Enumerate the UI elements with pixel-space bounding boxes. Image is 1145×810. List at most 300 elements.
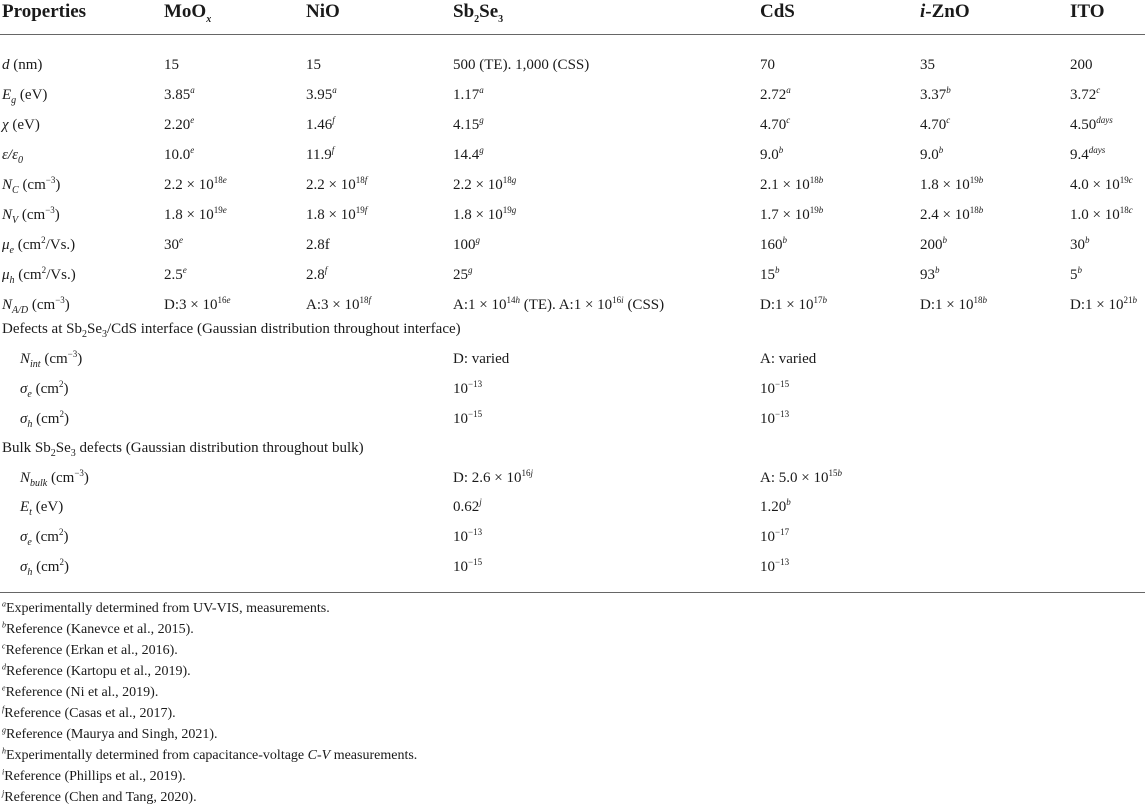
value-ref-mark: b [1132,295,1137,305]
value-text: 93 [920,267,935,283]
value-exponent: 17 [813,295,823,305]
property-unit-tail: ) [64,297,70,313]
property-unit: (cm [14,267,42,283]
value-nio [306,200,367,230]
value-ref [223,205,227,215]
value-izno [920,200,983,230]
value-sb2se3 [453,80,484,110]
table-row [0,463,1145,493]
section-title [0,314,1145,344]
footnote [2,682,158,704]
value-text: 2.8 [306,267,325,283]
value-ito [1070,230,1090,260]
footnote-text: Reference (Ni et al., 2019). [5,685,159,700]
value-text: 2.2 × 10 [306,177,356,193]
property-subscript-text: A/D [12,305,29,316]
value-moox [164,140,194,170]
value-text: 10.0 [164,147,191,163]
value-ref-mark: f [324,265,328,275]
value-exponent: 18 [973,295,983,305]
value-exponent: −13 [468,379,483,389]
value-ref-mark: b [938,145,944,155]
value-ref-mark: b [837,468,842,478]
value-text: 1.7 × 10 [760,207,810,223]
value-exponent-extra: 16 [612,295,622,305]
property-subscript-text: e [9,245,14,256]
value-text: 1.8 × 10 [306,207,356,223]
value-cds [760,170,823,200]
header-ito: ITO [1070,1,1105,22]
property-label [20,522,68,552]
value-sb2se3 [453,200,516,230]
footnote-text: Experimentally determined from UV-VIS, measurements. [6,601,330,616]
value-ref [190,85,195,95]
footnote [2,598,330,620]
property-label [2,50,42,80]
value-ref [946,115,950,125]
value-ref-mark: b [775,265,780,275]
property-unit-exp: −3 [45,205,55,215]
value-ref [332,145,335,155]
section-title-b: Se [86,321,102,337]
value-ref [190,115,194,125]
property-unit: (cm [32,411,60,427]
value-exponent: 18 [213,175,223,185]
header-sb2se3-a: Sb [453,1,475,22]
value-ref [468,265,473,275]
value-exponent: −17 [775,527,790,537]
table-row [0,404,1145,434]
value-text: 3.72 [1070,87,1097,103]
header-moox-sub: x [206,13,212,25]
header-izno-rest: -ZnO [925,1,970,22]
property-symbol: N [2,297,13,313]
property-label [2,170,60,200]
value-text: 500 (TE). 1,000 (CSS) [453,57,590,73]
property-unit-exp: 2 [58,379,64,389]
value-ref-mark: g [479,145,484,155]
value-text: 30 [1070,237,1085,253]
value-ito [1070,80,1100,110]
property-unit-tail: ) [63,529,69,545]
property-unit-tail: ) [83,470,89,486]
footnote-mark-text: d [2,662,6,672]
value-ref-mark: c [946,115,951,125]
value-izno [920,140,943,170]
value-ref [179,235,183,245]
value-text: 2.8f [306,237,330,253]
section-title-text [2,433,364,463]
table-row [0,230,1145,260]
value-ref-mark: f [364,175,368,185]
value-ref [786,115,790,125]
property-unit-exp: −3 [45,175,56,185]
value-text: 10 [453,411,468,427]
property-unit: (cm [28,297,56,313]
value-moox [164,80,195,110]
value-cds [760,404,789,434]
footnote-text-tail: measurements. [330,748,418,763]
value-ref [939,145,944,155]
footnote [2,619,194,641]
property-unit-exp: −3 [67,349,78,359]
property-unit-tail: /Vs.) [46,267,76,283]
property-subscript-text: bulk [30,478,48,489]
value-ref-mark: c [1128,175,1133,185]
value-text: 15 [306,57,321,73]
property-unit-exp: 2 [59,557,64,567]
value-ref-mark: g [468,265,473,275]
property-unit-tail: /Vs.) [45,237,76,253]
footnote-mark-text: a [2,599,6,609]
value-nio [306,80,337,110]
property-unit-tail: ) [63,411,69,427]
value-exponent: 18 [355,175,365,185]
property-unit-exp: −3 [74,468,84,478]
value-ref [819,175,824,185]
value-text: 70 [760,57,775,73]
header-izno-prefix: i [920,1,926,22]
value-ref [822,295,827,305]
value-ref-mark: days [1096,115,1113,125]
value-ref-mark: b [942,235,947,245]
value-ito [1070,170,1133,200]
value-text: 3.95 [306,87,333,103]
value-izno [920,170,983,200]
property-unit-exp: 2 [41,235,46,245]
footnote-mark-text: h [2,746,6,756]
table-row [0,110,1145,140]
value-text: 4.50 [1070,117,1097,133]
property-label [20,374,68,404]
property-symbol: E [20,499,30,515]
value-ref-mark: b [786,497,791,507]
value-cds [760,110,790,140]
value-ref-mark: j [479,497,482,507]
value-text: 1.20 [760,499,787,515]
property-symbol: σ [20,381,28,397]
value-ref-mark: g [511,175,517,185]
value-ref-mark: c [786,115,791,125]
value-moox [164,170,227,200]
value-izno [920,80,951,110]
property-unit-tail: ) [63,559,69,575]
table-row [0,552,1145,582]
section-title-s2: 3 [70,448,76,459]
value-text: 2.2 × 10 [453,177,503,193]
value-text: 2.20 [164,117,191,133]
value-text: 35 [920,57,935,73]
value-sb2se3 [453,230,480,260]
property-subscript-text: C [12,185,19,196]
value-text: 10 [760,381,775,397]
property-unit: (cm [47,470,75,486]
value-text-tail: (CSS) [623,297,665,313]
value-exponent: 14 [506,295,516,305]
value-ref-mark: c [1128,205,1133,215]
value-ref [979,205,984,215]
value-text: A: 5.0 × 10 [760,470,829,486]
property-subscript-text: h [27,567,33,578]
property-unit-tail: ) [77,351,83,367]
value-ito [1070,110,1113,140]
footnote-mark-text: e [2,683,6,693]
value-text: 0.62 [453,499,480,515]
value-text: 1.46 [306,117,333,133]
value-moox [164,110,194,140]
footnote-mark-text: f [2,704,5,714]
table-row [0,50,1145,80]
value-exponent: 19 [355,205,365,215]
property-label [20,463,89,493]
value-moox [164,200,227,230]
property-symbol: σ [20,411,28,427]
value-ref-mark: e [222,205,227,215]
value-ref [332,115,335,125]
section-title-a: Bulk Sb [2,440,51,456]
value-izno [920,230,947,260]
property-subscript-text: h [27,419,33,430]
section-title-b: Se [55,440,71,456]
header-sb2se3-s2: 3 [498,13,504,25]
value-nio [306,110,335,140]
value-cds [760,492,791,522]
value-ref [479,85,484,95]
footnote-mark-text: c [2,641,6,651]
value-cds [760,260,780,290]
table-row [0,260,1145,290]
value-ref [775,265,780,275]
value-text: 5 [1070,267,1078,283]
value-exponent: 16 [217,295,227,305]
property-unit: (cm [31,529,59,545]
value-ref [979,175,984,185]
value-exponent: 16 [521,468,531,478]
property-symbol: N [2,207,13,223]
value-ref-mark: days [1088,145,1106,155]
property-unit: (cm [40,351,68,367]
property-unit-tail: ) [55,177,61,193]
value-ref-mark: f [364,205,368,215]
property-subscript-text: e [27,537,32,548]
section-title [0,433,1145,463]
property-symbol: N [20,351,31,367]
property-label [2,230,75,260]
header-moox-base: MoO [164,1,207,22]
footnote-text: Reference (Phillips et al., 2019). [4,769,186,784]
property-subscript-text: t [29,507,32,518]
value-ref [530,468,533,478]
value-ito [1070,260,1082,290]
value-ref [365,175,368,185]
value-exponent: −15 [775,379,790,389]
value-exponent: 19 [809,205,819,215]
value-exponent: 19 [502,205,512,215]
value-text: 3.37 [920,87,947,103]
section-title-text [2,314,461,344]
value-text: 200 [920,237,943,253]
table-row [0,140,1145,170]
value-cds [760,230,787,260]
property-unit: (cm [31,381,59,397]
property-symbol: d [2,57,10,73]
value-ref-mark: f [332,115,335,125]
property-symbol: N [2,177,13,193]
value-text: 1.8 × 10 [920,177,970,193]
footnote [2,766,186,788]
value-ito [1070,50,1093,80]
property-subscript [18,155,23,166]
header-properties: Properties [2,1,87,22]
value-ref-mark: b [818,205,824,215]
value-ref [943,235,948,245]
footnote-text: Reference (Casas et al., 2017). [4,706,176,721]
footnote-text: Reference (Kanevce et al., 2015). [6,622,194,637]
property-subscript-text: h [9,275,15,286]
value-ref [1132,295,1137,305]
value-ref-mark: a [786,85,791,95]
value-sb2se3 [453,260,473,290]
value-text: 160 [760,237,783,253]
property-unit: (cm [32,559,60,575]
value-text: 9.0 [760,147,779,163]
value-ref-mark: g [479,115,484,125]
property-unit: (eV) [16,87,48,103]
value-ref-mark: e [190,115,195,125]
footnote-text: Reference (Maurya and Singh, 2021). [6,727,218,742]
property-label [2,140,23,170]
value-ref [1096,115,1113,125]
value-text: 3.85 [164,87,191,103]
value-ref-mark: b [946,85,951,95]
table-row [0,80,1145,110]
value-text: D:3 × 10 [164,297,218,313]
value-exponent: 15 [828,468,838,478]
value-ref [226,295,230,305]
value-ref [1096,85,1100,95]
value-ref [512,205,517,215]
value-text: 1.8 × 10 [453,207,503,223]
table-bottom-rule [0,592,1145,593]
value-ref [1085,235,1090,245]
value-ito [1070,140,1105,170]
property-subscript-text: 0 [18,155,23,166]
section-title-c: defects (Gaussian distribution throughout bulk) [75,440,364,456]
value-text: 10 [760,411,775,427]
value-text: 1.8 × 10 [164,207,214,223]
footnote [2,724,217,746]
value-ref-mark: g [475,235,480,245]
value-text: 4.70 [760,117,787,133]
value-text: 10 [453,559,468,575]
footnote [2,661,191,683]
section-title-a: Defects at Sb [2,321,82,337]
value-nio [306,50,321,80]
value-text: D: 2.6 × 10 [453,470,522,486]
section-title-s1: 2 [81,329,87,340]
value-ref [223,175,227,185]
property-unit-tail: ) [54,207,60,223]
value-ref [190,145,194,155]
table-row [0,374,1145,404]
value-text: 10 [453,381,468,397]
property-subscript [30,359,41,370]
property-label [2,110,40,140]
value-moox [164,230,183,260]
footnote-italic: C-V [307,748,331,763]
value-text: 1.17 [453,87,480,103]
value-cds [760,463,842,493]
value-text: A:3 × 10 [306,297,360,313]
header-sb2se3-s1: 2 [474,13,480,25]
footnote [2,787,197,809]
value-text: A:1 × 10 [453,297,507,313]
value-sb2se3 [453,522,482,552]
value-ref-mark: e [182,265,187,275]
value-exponent: 18 [502,175,512,185]
property-label [2,200,60,230]
value-ref [819,205,824,215]
section-title-s1: 2 [50,448,56,459]
property-unit-exp: 2 [59,409,64,419]
value-nio [306,170,367,200]
value-text: D:1 × 10 [760,297,814,313]
value-text: 15 [164,57,179,73]
property-symbol: σ [20,529,28,545]
value-ref [779,145,784,155]
value-ref-mark: a [332,85,337,95]
value-exponent: −13 [775,557,790,567]
value-exponent: 21 [1123,295,1133,305]
value-ref [368,295,371,305]
property-label [20,492,63,522]
property-unit-tail: ) [63,381,69,397]
value-text: 25 [453,267,468,283]
property-unit-exp: −3 [55,295,65,305]
value-nio [306,140,334,170]
value-ref [837,468,842,478]
value-ref-mark: e [190,145,195,155]
value-exponent: 19 [1119,175,1129,185]
value-ref [1078,265,1083,275]
value-ref [365,205,368,215]
value-ref-mark: f [368,295,371,305]
property-unit: (cm [18,177,46,193]
footnote [2,745,417,767]
table-row [0,522,1145,552]
value-text: 10 [453,529,468,545]
property-label [2,80,47,110]
property-symbol: ε/ε [2,147,18,163]
value-ref-mark: h [515,295,520,305]
property-symbol: χ [2,117,9,133]
property-label [20,552,69,582]
property-label [20,404,69,434]
value-ito [1070,200,1133,230]
value-cds [760,80,791,110]
value-text: 2.4 × 10 [920,207,970,223]
value-sb2se3 [453,374,482,404]
value-text: 100 [453,237,476,253]
value-moox [164,50,179,80]
value-nio [306,260,327,290]
value-text: 4.70 [920,117,947,133]
value-ref [325,265,328,275]
value-ref-mark: b [978,175,984,185]
value-ref-mark: j [530,468,533,478]
property-unit: (eV) [8,117,40,133]
value-ref-mark: a [479,85,484,95]
